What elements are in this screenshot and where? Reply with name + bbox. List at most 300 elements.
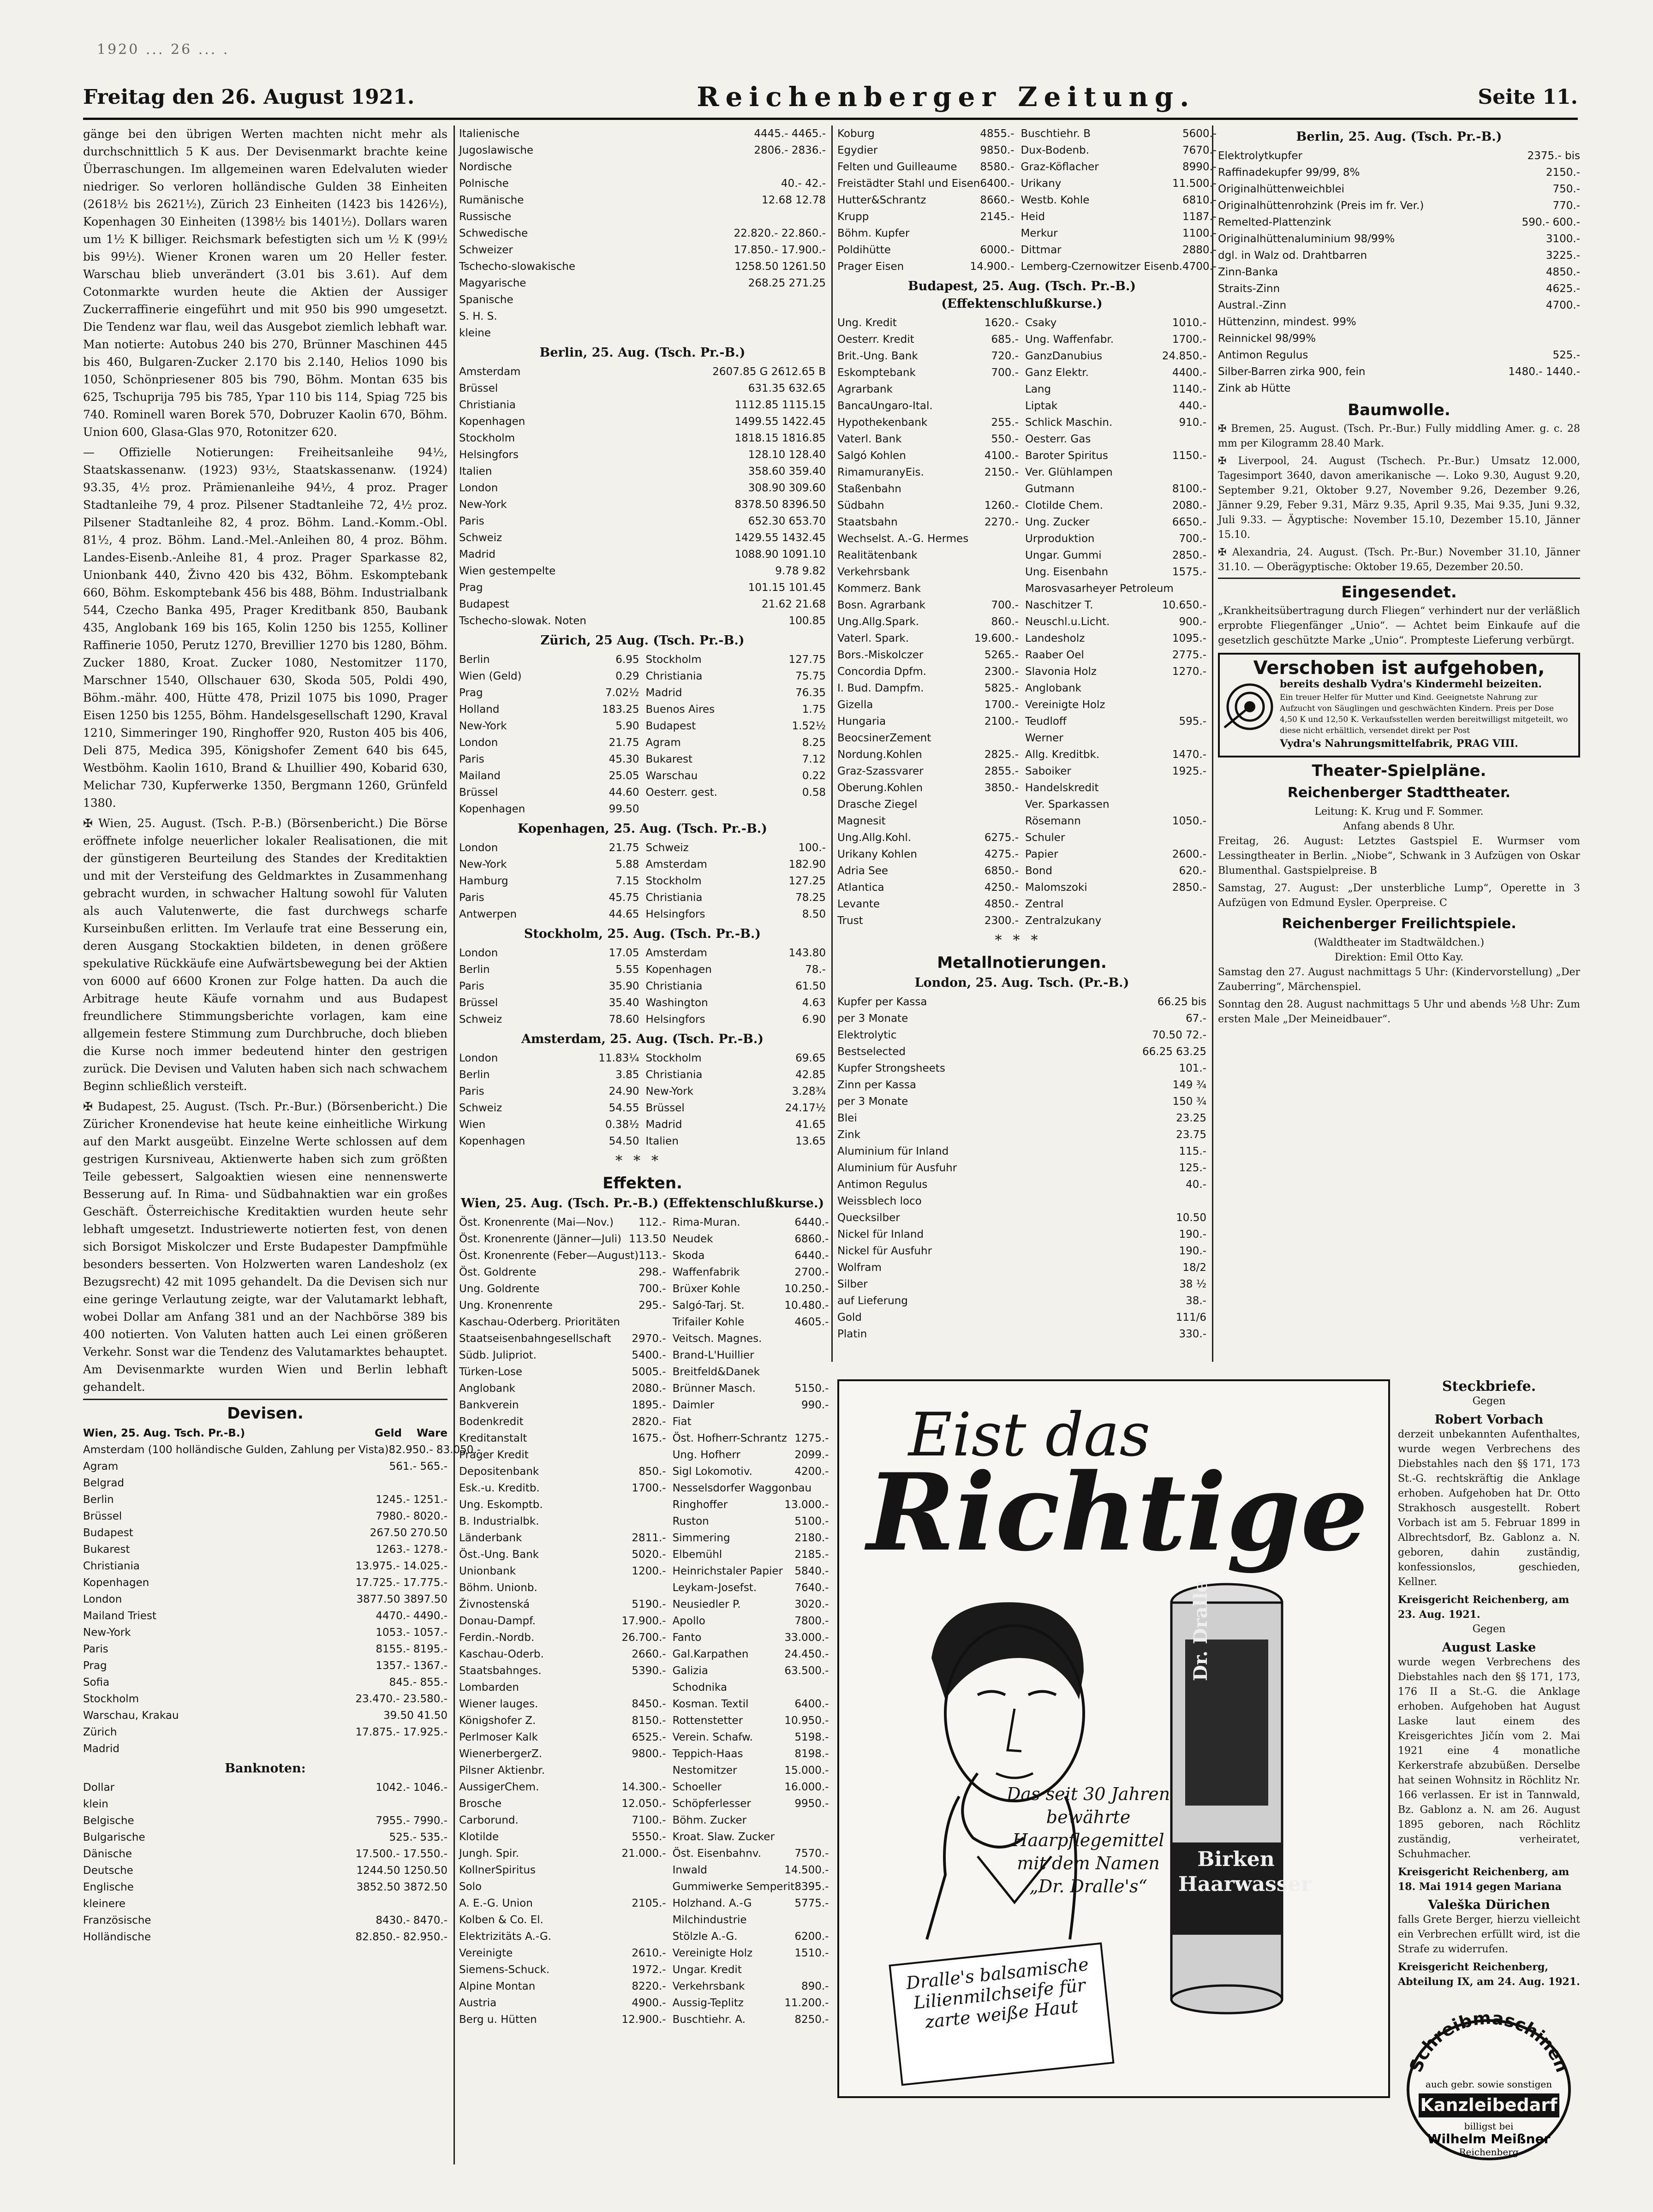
vydra-ad-title: Verschoben ist aufgehoben, xyxy=(1253,657,1545,679)
official-quotes: — Offizielle Notierungen: Freiheitsanleihe 94½, Staatskassenanw. (1923) 93½, Staatskassenanw. (1924) 93.35, 4½ proz. Prämienanleihe 94½, 4 proz. Prager Stadtanleihe 79, 4 proz. Pilsener Stadtanleihe 72, 4½ proz. Pilsener Stadtanleihe 82, 4 proz. Böhm. Land.-Komm.-Obl. 81½, 4 proz. Böhm. Land.-Mel.-Anleihen 80, 4 proz. Böhm. Landes-Eisenb.-Anleihe 81, 4 proz. Prager Sparkasse 82, Unionbank 440, Živno 420 bis 432, Böhm. Eskomptebank 660, Böhm. Eskomptebank 456 bis 488, Böhm. Industrialbank 544, Czecho Banka 495, Prager Kreditbank 850, Baubank 435, Anglobank 169 bis 165, Kolin 1250 bis 1255, Kolliner Raffinerie 1050, Perutz 1270, Brevillier 1270 bis 1280, Böhm. Zucker 1880, Kroat. Zucker 1080, Nestomitzer 1170, Marschner 1540, Ollschauer 630, Skoda 505, Poldi 490, Böhm.-mähr. 400, Hütte 478, Prizil 1075 bis 1090, Prager Eisen 1250 bis 1255, Böhm. Handelsgesellschaft 1290, Kraval 1210, Simmeringer 190, Ringhoffer 920, Ruston 405 bis 406, Deli 875, Medica 395, Königshofer Zement 640 bis 645, Westböhm. Kaolin 1610, Brand & Lhuillier 490, Kobarid 630, Melichar 730, Kupferwerke 1350, Bergmann 1260, Grünfeld 1380. xyxy=(83,446,448,810)
soap-label-text: Dralle's balsamische Lilienmilchseife für zarte weiße Haut xyxy=(905,1954,1090,2033)
metall-row: Gold 111/6 xyxy=(837,1312,1206,1324)
banknoten-row: Russische xyxy=(459,211,512,223)
stockholm-cell: London 17.05 xyxy=(459,947,639,959)
effekten-cell: Trifailer Kohle 4605.- xyxy=(672,1316,829,1328)
separator-stars: *** xyxy=(615,1153,669,1169)
budapest-cell: Vaterl. Bank 550.- xyxy=(837,433,1019,445)
berlin-metal-row: Antimon Regulus 525.- xyxy=(1218,349,1580,361)
banknoten-row: Dänische 17.500.- 17.550.- xyxy=(83,1848,448,1860)
effekten-cell: Pilsner Aktienbr. xyxy=(459,1765,545,1777)
divider xyxy=(1218,578,1580,579)
berlin-metal-row: Originalhüttenaluminium 98/99% 3100.- xyxy=(1218,233,1580,245)
budapest-cell: Kommerz. Bank xyxy=(837,583,921,595)
banknoten-row: Englische 3852.50 3872.50 xyxy=(83,1881,448,1893)
steckbrief-text-1: derzeit unbekannten Aufenthaltes, wurde wegen Verbrechens des Diebstahles nach den §§ 171, 173 St.-G. rechtskräftig die Anklage erhoben. Aufgehoben hat Dr. Otto Strakhosch ausgestellt. Robert Vorbach ist am 5. Februar 1899 in Albrechtsdorf, Bz. Gablonz a. N. geboren, dahin zuständig, konfessionslos, geschieden, Kellner. xyxy=(1398,1429,1580,1588)
freilicht-sunday: Sonntag den 28. August nachmittags 5 Uhr und abends ½8 Uhr: Zum ersten Male „Der Meineidbauer“. xyxy=(1218,999,1580,1025)
metall-row: Antimon Regulus 40.- xyxy=(837,1179,1206,1191)
issue-date: Freitag den 26. August 1921. xyxy=(83,85,415,109)
devisen-table xyxy=(83,1442,481,1757)
amsterdam-cell: Italien 13.65 xyxy=(645,1135,826,1147)
stockholm-cell: Paris 35.90 xyxy=(459,980,639,992)
effekten-cell: A. E.-G. Union 2105.- xyxy=(459,1897,666,1909)
effekten-cell: AussigerChem. 14.300.- xyxy=(459,1781,666,1793)
ad-script-big: Richtige xyxy=(867,1450,1368,1575)
effekten-cell: Veitsch. Magnes. xyxy=(672,1333,762,1345)
budapest-cell: Schlick Maschin. 910.- xyxy=(1025,417,1206,429)
amsterdam-cell: Wien 0.38½ xyxy=(459,1119,639,1131)
budapest-cell: Ung. Zucker 6650.- xyxy=(1025,516,1206,528)
budapest-cell: Raaber Oel 2775.- xyxy=(1025,649,1206,661)
effekten-cell: Rima-Muran. 6440.- xyxy=(672,1216,829,1228)
effekten-cell: Esk.-u. Kreditb. 1700.- xyxy=(459,1482,666,1494)
effekten-cell: Klotilde 5550.- xyxy=(459,1831,666,1843)
zurich-cell: Mailand 25.05 xyxy=(459,770,639,782)
metall-title: Metallnotierungen. xyxy=(937,954,1107,972)
seal-arc-text: Schreibmaschinen xyxy=(1405,2011,1573,2075)
metall-table xyxy=(837,994,1206,1342)
effekten-cell: KollnerSpiritus xyxy=(459,1864,536,1876)
budapest-cell: Ver. Glühlampen xyxy=(1025,466,1113,478)
zurich-cell: Budapest 1.52½ xyxy=(645,720,826,732)
effekten-cell: Alpine Montan 8220.- xyxy=(459,1980,666,1992)
kopenhagen-cell: Antwerpen 44.65 xyxy=(459,908,639,920)
effekten-cell: Fanto 33.000.- xyxy=(672,1632,829,1644)
effekten-cell: Neudek 6860.- xyxy=(672,1233,829,1245)
budapest-cell: Realitätenbank xyxy=(837,549,918,561)
budapest-cell: Wechselst. A.-G. Hermes xyxy=(837,533,969,545)
steckbrief-gegen-1: Gegen xyxy=(1472,1395,1506,1407)
budapest-cell: Ung. Waffenfabr. 1700.- xyxy=(1025,334,1206,346)
banknoten-row: Schweizer 17.850.- 17.900.- xyxy=(459,244,826,256)
budapest-cell: Graz-Szassvarer 2855.- xyxy=(837,765,1019,777)
effekten-cell: Austria 4900.- xyxy=(459,1997,666,2009)
zurich-cell xyxy=(646,801,826,817)
banknoten-row: Rumänische 12.68 12.78 xyxy=(459,194,826,206)
amsterdam-cell: New-York 3.28¾ xyxy=(645,1085,826,1097)
zurich-cell: Stockholm 127.75 xyxy=(645,654,826,666)
banknoten-row: klein xyxy=(83,1798,108,1810)
kopenhagen-cell: Helsingfors 8.50 xyxy=(645,908,826,920)
column-rule xyxy=(1212,125,1213,1362)
eingesendet-title: Eingesendet. xyxy=(1341,583,1457,602)
devisen-row: Bukarest 1263.- 1278.- xyxy=(83,1544,448,1556)
newspaper-title: Reichenberger Zeitung. xyxy=(697,81,1196,113)
budapest-cell: Anglobank xyxy=(1025,682,1081,694)
effekten-cell: Schoeller 16.000.- xyxy=(672,1781,829,1793)
effekten-cell: Kolben & Co. El. xyxy=(459,1914,543,1926)
effekten-cell: Buschtiehr. A. 8250.- xyxy=(672,2014,829,2026)
effekten-cell: Graz-Köflacher 8990.- xyxy=(1020,161,1217,173)
effekten-cell: Ruston 5100.- xyxy=(672,1515,829,1527)
berlin-metal-row: Elektrolytkupfer 2375.- bis xyxy=(1218,150,1580,162)
zurich-cell: Buenos Aires 1.75 xyxy=(645,704,826,715)
effekten-cell: Länderbank 2811.- xyxy=(459,1532,666,1544)
budapest-title: Budapest, 25. Aug. (Tsch. Pr.-B.) (Effektenschlußkurse.) xyxy=(907,279,1136,311)
page-number: Seite 11. xyxy=(1478,85,1578,109)
metall-row: Nickel für Ausfuhr 190.- xyxy=(837,1245,1206,1257)
zurich-cell: Paris 45.30 xyxy=(459,753,639,765)
effekten-cell: Kosman. Textil 6400.- xyxy=(672,1698,829,1710)
effekten-cell: Königshofer Z. 8150.- xyxy=(459,1715,666,1727)
banknoten-continued xyxy=(459,125,826,341)
budapest-cell: Zentralzukany xyxy=(1025,915,1102,927)
berlin-metal-row: dgl. in Walz od. Drahtbarren 3225.- xyxy=(1218,250,1580,262)
theater-friday: Freitag, 26. August: Letztes Gastspiel E. Wurmser vom Lessingtheater in Berlin. „Niobe“, Schwank in 3 Aufzügen von Oskar Blumenthal. Gastspielpreise. B xyxy=(1218,835,1580,876)
steckbrief-name-1: Robert Vorbach xyxy=(1434,1413,1544,1427)
berlin-title: Berlin, 25. Aug. (Tsch. Pr.-B.) xyxy=(539,346,746,360)
kopenhagen-cell: Christiania 78.25 xyxy=(645,892,826,904)
banknoten-title: Banknoten: xyxy=(225,1761,306,1776)
steckbriefe-title: Steckbriefe. xyxy=(1442,1378,1536,1395)
budapest-cell: Neuschl.u.Licht. 900.- xyxy=(1025,616,1206,628)
market-report-prague: gänge bei den übrigen Werten machten nicht mehr als durchschnittlich 5 K aus. Der Devisenmarkt brachte keine Überraschungen. Im allgemeinen waren Edelvaluten wieder niedriger. So verloren holländische Gulden 38 Einheiten (2618½ bis 2621½), Zürich 23 Einheiten (1423 bis 1426½), Kopenhagen 30 Einheiten (1398½ bis 1401½). Dollars waren um 1½ K billiger. Reichsmark befestigten sich um ½ K (99½ bis 99½). Wiener Kronen waren um 20 Heller fester. Warschau blieb unverändert (3.01 bis 3.61). Auf dem Cotonmarkte wurden heute die Aktien der Aussiger Zuckerraffinerie eingeführt und mit 950 bis 990 umgesetzt. Die Tendenz war flau, weil das Ausgebot ziemlich lebhaft war. Man notierte: Autobus 240 bis 270, Brünner Maschinen 445 bis 460, Bulgaren-Zucker 2.170 bis 2.140, Helios 1090 bis 1050, Schönpriesener 805 bis 790, Böhm. Montan 635 bis 625, Tschuprija 795 bis 785, Ypar 110 bis 114, Spiag 725 bis 740. Rominell waren Borek 570, Dobruzer Kaolin 670, Böhm. Union 600, Glasa-Glas 970, Rotonitzer 620. xyxy=(83,127,448,439)
devisen-row: Agram 561.- 565.- xyxy=(83,1461,448,1473)
effekten-cell: Westb. Kohle 6810.- xyxy=(1020,194,1217,206)
effekten-cell: Öst. Goldrente 298.- xyxy=(459,1266,666,1278)
zurich-cell: Holland 183.25 xyxy=(459,704,639,715)
budapest-cell: Schuler xyxy=(1025,832,1065,844)
metall-row: Zink 23.75 xyxy=(837,1129,1206,1141)
metall-row: per 3 Monate 150 ¾ xyxy=(837,1096,1206,1108)
berlin-row: Paris 652.30 653.70 xyxy=(459,515,826,527)
metall-row: Elektrolytic 70.50 72.- xyxy=(837,1029,1206,1041)
metall-row: per 3 Monate 67.- xyxy=(837,1013,1206,1025)
devisen-row: New-York 1053.- 1057.- xyxy=(83,1627,448,1639)
theater-saturday: Samstag, 27. August: „Der unsterbliche Lump“, Operette in 3 Aufzügen von Edmund Eysler. Operpreise. C xyxy=(1218,882,1580,909)
banknoten-row: Magyarische 268.25 271.25 xyxy=(459,277,826,289)
budapest-cell: Salgó Kohlen 4100.- xyxy=(837,450,1019,462)
steckbrief-name-2: August Laske xyxy=(1442,1640,1536,1655)
col-geld: Geld xyxy=(375,1427,402,1439)
effekten-cell: Egydier 9850.- xyxy=(837,144,1014,156)
effekten-cell: Milchindustrie xyxy=(672,1914,747,1926)
amsterdam-cell: Stockholm 69.65 xyxy=(645,1052,826,1064)
effekten-cell: Schöpferlesser 9950.- xyxy=(672,1798,829,1810)
metall-row: Zinn per Kassa 149 ¾ xyxy=(837,1079,1206,1091)
budapest-cell: Ungar. Gummi 2850.- xyxy=(1025,549,1206,561)
vydra-ad-sub: bereits deshalb Vydra's Kindermehl beizeiten. xyxy=(1280,678,1542,690)
banknoten-row: Spanische xyxy=(459,294,513,306)
banknoten-row: Belgische 7955.- 7990.- xyxy=(83,1815,448,1827)
vydra-ad-text: Ein treuer Helfer für Mutter und Kind. Geeignetste Nahrung zur Aufzucht von Säuglingen und geschwächten Kindern. Preis per Dose 4,50 K und 12,50 K. Verkaufsstellen werden bereitwilligst mitgeteilt, wo diese nicht erhältlich, versendet direkt per Post xyxy=(1280,693,1568,735)
effekten-cell: Gal.Karpathen 24.450.- xyxy=(672,1648,829,1660)
budapest-table xyxy=(837,315,1206,929)
budapest-cell: RimamuranyEis. 2150.- xyxy=(837,466,1019,478)
budapest-cell: Ung. Kredit 1620.- xyxy=(837,317,1019,329)
metall-row: Kupfer per Kassa 66.25 bis xyxy=(837,996,1206,1008)
bottle-brand: Dr. Dralle xyxy=(1190,1580,1211,1681)
amsterdam-cell: Christiania 42.85 xyxy=(645,1069,826,1081)
effekten-table xyxy=(459,1214,829,2028)
budapest-cell: Oesterr. Kredit 685.- xyxy=(837,334,1019,346)
devisen-row: Belgrad xyxy=(83,1477,125,1489)
budapest-cell: Gizella 1700.- xyxy=(837,699,1019,711)
bottle-label: Birken Haarwasser xyxy=(1178,1848,1312,1896)
devisen-row: Prag 1357.- 1367.- xyxy=(83,1660,448,1672)
effekten-cell: Bankverein 1895.- xyxy=(459,1399,666,1411)
effekten-cell: Skoda 6440.- xyxy=(672,1250,829,1262)
zurich-title: Zürich, 25 Aug. (Tsch. Pr.-B.) xyxy=(540,633,745,648)
budapest-cell: Malomszoki 2850.- xyxy=(1025,882,1206,894)
berlin-row: Madrid 1088.90 1091.10 xyxy=(459,549,826,560)
effekten-cell: B. Industrialbk. xyxy=(459,1515,539,1527)
masthead xyxy=(83,76,1578,120)
budapest-cell: Werner xyxy=(1025,732,1063,744)
freilicht-sub: (Waldtheater im Stadtwäldchen.) xyxy=(1313,937,1485,948)
stadttheater-title: Reichenberger Stadttheater. xyxy=(1287,785,1511,801)
effekten-cell: Ung. Eskomptb. xyxy=(459,1499,543,1511)
berlin-metal-row: Silber-Barren zirka 900, fein 1480.- 1440.- xyxy=(1218,366,1580,378)
banknoten-row: Jugoslawische 2806.- 2836.- xyxy=(459,144,826,156)
stockholm-title: Stockholm, 25. Aug. (Tsch. Pr.-B.) xyxy=(524,927,761,941)
budapest-cell: Concordia Dpfm. 2300.- xyxy=(837,666,1019,678)
effekten-cell: Aussig-Teplitz 11.200.- xyxy=(672,1997,829,2009)
zurich-cell: Bukarest 7.12 xyxy=(645,753,826,765)
effekten-cell: Rottenstetter 10.950.- xyxy=(672,1715,829,1727)
amsterdam-cell: Schweiz 54.55 xyxy=(459,1102,639,1114)
freilicht-title: Reichenberger Freilichtspiele. xyxy=(1282,916,1516,932)
effekten-cell: Ungar. Kredit xyxy=(672,1964,742,1976)
effekten-cell: Ferdin.-Nordb. 26.700.- xyxy=(459,1632,666,1644)
metall-row: Weissblech loco xyxy=(837,1195,922,1207)
effekten-cell: Buschtiehr. B 5600.- xyxy=(1020,128,1217,140)
budapest-cell: Eskomptebank 700.- xyxy=(837,367,1019,379)
hair-tonic-bottle-illustration xyxy=(1158,1575,1312,2018)
berlin-row: Stockholm 1818.15 1816.85 xyxy=(459,432,826,444)
budapest-cell: Ganz Elektr. 4400.- xyxy=(1025,367,1206,379)
effekten-cell: Türken-Lose 5005.- xyxy=(459,1366,666,1378)
devisen-row: Stockholm 23.470.- 23.580.- xyxy=(83,1693,448,1705)
theater-title: Theater-Spielpläne. xyxy=(1312,762,1486,780)
devisen-row: Brüssel 7980.- 8020.- xyxy=(83,1510,448,1522)
vydra-ad-footer: Vydra's Nahrungsmittelfabrik, PRAG VIII. xyxy=(1280,738,1518,750)
effekten-cell: Öst. Hofherr-Schrantz 1275.- xyxy=(672,1432,829,1444)
zurich-cell: Kopenhagen 99.50 xyxy=(459,803,639,815)
effekten-cell: Salgó-Tarj. St. 10.480.- xyxy=(672,1300,829,1312)
budapest-cell: Hypothekenbank 255.- xyxy=(837,417,1019,429)
budapest-cell: Ung. Eisenbahn 1575.- xyxy=(1025,566,1206,578)
effekten-cell: Fiat xyxy=(672,1416,692,1428)
effekten-cell: Öst. Kronenrente (Mai—Nov.) 112.- xyxy=(459,1216,666,1228)
steckbrief-sig-2: Kreisgericht Reichenberg, am 18. Mai 1914 gegen Mariana xyxy=(1398,1866,1569,1893)
effekten-cell: Staatsbahnges. 5390.- xyxy=(459,1665,666,1677)
effekten-continued xyxy=(837,125,1217,275)
ad-script-top: Eist das xyxy=(908,1400,1151,1470)
effekten-cell: Urikany 11.500.- xyxy=(1020,178,1217,190)
effekten-cell: Poldihütte 6000.- xyxy=(837,244,1014,256)
effekten-cell: Breitfeld&Danek xyxy=(672,1366,760,1378)
zurich-cell: Wien (Geld) 0.29 xyxy=(459,670,639,682)
budapest-cell: Vereinigte Holz xyxy=(1025,699,1105,711)
metall-row: Quecksilber 10.50 xyxy=(837,1212,1206,1224)
stadttheater-lead: Leitung: K. Krug und F. Sommer. xyxy=(1314,806,1484,817)
devisen-header xyxy=(83,1425,448,1442)
steckbrief-name-3: Valeška Dürichen xyxy=(1428,1898,1550,1912)
budapest-cell: Landesholz 1095.- xyxy=(1025,632,1206,644)
metall-row: Blei 23.25 xyxy=(837,1112,1206,1124)
freilicht-lead: Direktion: Emil Otto Kay. xyxy=(1334,952,1464,963)
zurich-cell: Berlin 6.95 xyxy=(459,654,639,666)
budapest-cell: Baroter Spiritus 1150.- xyxy=(1025,450,1206,462)
amsterdam-cell: Paris 24.90 xyxy=(459,1085,639,1097)
effekten-cell: Hutter&Schrantz 8660.- xyxy=(837,194,1014,206)
effekten-cell: Prager Kredit xyxy=(459,1449,529,1461)
budapest-cell: Magnesit xyxy=(837,815,886,827)
devisen-row: Warschau, Krakau 39.50 41.50 xyxy=(83,1710,448,1722)
effekten-cell: Elektrizitäts A.-G. xyxy=(459,1931,552,1943)
seal-price-text: billigst bei xyxy=(1464,2121,1514,2132)
banknoten-row: Deutsche 1244.50 1250.50 xyxy=(83,1865,448,1877)
berlin-metal-row: Zinn-Banka 4850.- xyxy=(1218,266,1580,278)
effekten-cell: Berg u. Hütten 12.900.- xyxy=(459,2014,666,2026)
budapest-cell: Rösemann 1050.- xyxy=(1025,815,1206,827)
budapest-cell: Slavonia Holz 1270.- xyxy=(1025,666,1206,678)
steckbrief-sig-3: Kreisgericht Reichenberg, Abteilung IX, am 24. Aug. 1921. xyxy=(1398,1961,1580,1988)
zurich-cell: Prag 7.02½ xyxy=(459,687,639,699)
effekten-cell: Vereinigte 2610.- xyxy=(459,1947,666,1959)
budapest-cell: I. Bud. Dampfm. 5825.- xyxy=(837,682,1019,694)
budapest-cell: Csaky 1010.- xyxy=(1025,317,1206,329)
berlin-metal-row: Reinnickel 98/99% xyxy=(1218,333,1316,345)
berlin-row: Kopenhagen 1499.55 1422.45 xyxy=(459,416,826,428)
bremen-report: ✠ Bremen, 25. August. (Tsch. Pr.-Bur.) Fully middling Amer. g. c. 28 mm per Kilogramm 28.40 Mark. xyxy=(1218,423,1580,449)
effekten-cell: Wiener lauges. 8450.- xyxy=(459,1698,666,1710)
devisen-row: Madrid xyxy=(83,1743,119,1755)
effekten-cell: Brüxer Kohle 10.250.- xyxy=(672,1283,829,1295)
effekten-cell: WienerbergerZ. 9800.- xyxy=(459,1748,666,1760)
berlin-row: Prag 101.15 101.45 xyxy=(459,582,826,594)
effekten-cell: Lombarden xyxy=(459,1681,519,1693)
metall-row: Platin 330.- xyxy=(837,1328,1206,1340)
zurich-cell: Madrid 76.35 xyxy=(645,687,826,699)
berlin-metal-row: Hüttenzinn, mindest. 99% xyxy=(1218,316,1356,328)
vydra-ad xyxy=(1218,653,1580,757)
kopenhagen-cell: Schweiz 100.- xyxy=(645,842,826,854)
effekten-title: Effekten. xyxy=(603,1174,682,1192)
effekten-cell: Verkehrsbank 890.- xyxy=(672,1980,829,1992)
zurich-cell: New-York 5.90 xyxy=(459,720,639,732)
stockholm-table xyxy=(459,945,826,1028)
seal-sub-text: auch gebr. sowie sonstigen xyxy=(1425,2079,1552,2090)
banknoten-row: Schwedische 22.820.- 22.860.- xyxy=(459,227,826,239)
budapest-cell: Papier 2600.- xyxy=(1025,848,1206,860)
banknoten-row: Tschecho-slowakische 1258.50 1261.50 xyxy=(459,261,826,273)
effekten-cell: Nesselsdorfer Waggonbau xyxy=(672,1482,812,1494)
berlin-row: New-York 8378.50 8396.50 xyxy=(459,499,826,511)
banknoten-row: Holländische 82.850.- 82.950.- xyxy=(83,1931,448,1943)
devisen-row: London 3877.50 3897.50 xyxy=(83,1593,448,1605)
berlin-row: London 308.90 309.60 xyxy=(459,482,826,494)
berlin-metal-title: Berlin, 25. Aug. (Tsch. Pr.-B.) xyxy=(1296,130,1502,144)
berlin-metal-row: Raffinadekupfer 99/99, 8% 2150.- xyxy=(1218,167,1580,179)
banknoten-row: Nordische xyxy=(459,161,512,173)
budapest-cell: Hungaria 2100.- xyxy=(837,715,1019,727)
devisen-row: Berlin 1245.- 1251.- xyxy=(83,1494,448,1506)
vienna-report: ✠ Wien, 25. August. (Tsch. P.-B.) (Börsenbericht.) Die Börse eröffnete infolge neuerlicher lokaler Realisationen, die mit der günstigeren Beurteilung des Standes der Kreditaktien und mit der Versteifung des Geldmarktes in Zusammenhang gebracht wurden, in schwacher Haltung sowohl für Valuten als auch Valutenwerte, die fast durchwegs scharfe Kurseinbußen erlitten. Im Verlaufe trat eine Besserung ein, deren Ausgang Stockaktien bildeten, in denen größere spekulative Rückkäufe eine Aufwärtsbewegung bei der Aktien von 6000 auf 6600 Kronen zur Folge hatten. Da auch die Arbitrage heute Käufe vornahm und aus Budapest freundlichere Stimmungsberichte vorlagen, kam eine allgemein festere Stimmung zum Durchbruche, doch blieben die Kurse noch immer bedeutend hinter den gestrigen zurück. Die Devisen und Valuten haben sich nach schwachem Beginn schließlich versteift. xyxy=(83,817,448,1093)
effekten-cell: Schodnika xyxy=(672,1681,728,1693)
zurich-cell: Warschau 0.22 xyxy=(645,770,826,782)
steckbrief-sig-1: Kreisgericht Reichenberg, am 23. Aug. 1921. xyxy=(1398,1594,1569,1621)
amsterdam-cell: Madrid 41.65 xyxy=(645,1119,826,1131)
zurich-cell: Brüssel 44.60 xyxy=(459,787,639,799)
column-rule xyxy=(831,125,833,1362)
effekten-cell: Depositenbank 850.- xyxy=(459,1466,666,1478)
devisen-row: Paris 8155.- 8195.- xyxy=(83,1643,448,1655)
effekten-cell: Galizia 63.500.- xyxy=(672,1665,829,1677)
effekten-cell: Leykam-Josefst. 7640.- xyxy=(672,1582,829,1594)
kopenhagen-cell: Stockholm 127.25 xyxy=(645,875,826,887)
effekten-cell: Brand-L'Huillier xyxy=(672,1349,754,1361)
effekten-cell: Jungh. Spir. 21.000.- xyxy=(459,1848,666,1860)
col-ware: Ware xyxy=(416,1427,448,1439)
divider xyxy=(83,1399,448,1400)
effekten-cell: Felten und Guilleaume 8580.- xyxy=(837,161,1014,173)
column-rule xyxy=(454,125,455,2164)
effekten-cell: Dittmar 2880.- xyxy=(1020,244,1217,256)
effekten-cell: Krupp 2145.- xyxy=(837,211,1014,223)
effekten-cell: Unionbank 1200.- xyxy=(459,1565,666,1577)
effekten-cell: Siemens-Schuck. 1972.- xyxy=(459,1964,666,1976)
effekten-cell: Böhm. Zucker xyxy=(672,1814,747,1826)
banknoten-row: Bulgarische 525.- 535.- xyxy=(83,1831,448,1843)
seal-city-text: Reichenberg xyxy=(1459,2146,1519,2158)
soap-label-box xyxy=(889,1942,1114,2086)
wien-effekten-title: Wien, 25. Aug. (Tsch. Pr.-B.) (Effektenschlußkurse.) xyxy=(460,1196,824,1210)
seal-main-text: Kanzleibedarf xyxy=(1420,2095,1558,2115)
devisen-sub: Wien, 25. Aug. Tsch. Pr.-B.) xyxy=(83,1427,245,1439)
budapest-cell: Agrarbank xyxy=(837,383,893,395)
berlin-metal-table xyxy=(1218,148,1580,397)
budapest-cell: Bosn. Agrarbank 700.- xyxy=(837,599,1019,611)
budapest-cell: Verkehrsbank xyxy=(837,566,910,578)
budapest-cell: Liptak 440.- xyxy=(1025,400,1206,412)
effekten-cell: Dux-Bodenb. 7670.- xyxy=(1020,144,1217,156)
banknoten-row: S. H. S. xyxy=(459,310,497,322)
effekten-cell: Ung. Goldrente 700.- xyxy=(459,1283,666,1295)
budapest-cell: Atlantica 4250.- xyxy=(837,882,1019,894)
effekten-cell: Anglobank 2080.- xyxy=(459,1383,666,1395)
berlin-row: Amsterdam 2607.85 G 2612.65 B xyxy=(459,366,826,378)
amsterdam-cell: Berlin 3.85 xyxy=(459,1069,639,1081)
budapest-cell: Staßenbahn xyxy=(837,483,901,495)
amsterdam-cell: Brüssel 24.17½ xyxy=(645,1102,826,1114)
amsterdam-cell: Kopenhagen 54.50 xyxy=(459,1135,639,1147)
kopenhagen-title: Kopenhagen, 25. Aug. (Tsch. Pr.-B.) xyxy=(518,822,767,836)
berlin-row: Brüssel 631.35 632.65 xyxy=(459,382,826,394)
effekten-cell: Brosche 12.050.- xyxy=(459,1798,666,1810)
devisen-row: Mailand Triest 4470.- 4490.- xyxy=(83,1610,448,1622)
devisen-title: Devisen. xyxy=(227,1404,304,1423)
metall-row: Aluminium für Inland 115.- xyxy=(837,1145,1206,1157)
effekten-cell: Holzhand. A.-G 5775.- xyxy=(672,1897,829,1909)
budapest-cell: Adria See 6850.- xyxy=(837,865,1019,877)
zurich-cell: Agram 8.25 xyxy=(645,737,826,749)
budapest-cell: Allg. Kreditbk. 1470.- xyxy=(1025,749,1206,761)
budapest-cell: Urikany Kohlen 4275.- xyxy=(837,848,1019,860)
meissner-seal-ad xyxy=(1400,2011,1578,2164)
effekten-cell: Ringhoffer 13.000.- xyxy=(672,1499,829,1511)
budapest-cell: BancaUngaro-Ital. xyxy=(837,400,933,412)
effekten-cell: Böhm. Unionb. xyxy=(459,1582,537,1594)
effekten-cell: Carborund. 7100.- xyxy=(459,1814,666,1826)
effekten-cell: Freistädter Stahl und Eisen 6400.- xyxy=(837,178,1014,190)
budapest-cell: Brit.-Ung. Bank 720.- xyxy=(837,350,1019,362)
column-4 xyxy=(1218,125,1580,1362)
zurich-cell: Christiania 75.75 xyxy=(645,670,826,682)
stockholm-cell: Christiania 61.50 xyxy=(645,980,826,992)
metall-row: Silber 38 ½ xyxy=(837,1278,1206,1290)
